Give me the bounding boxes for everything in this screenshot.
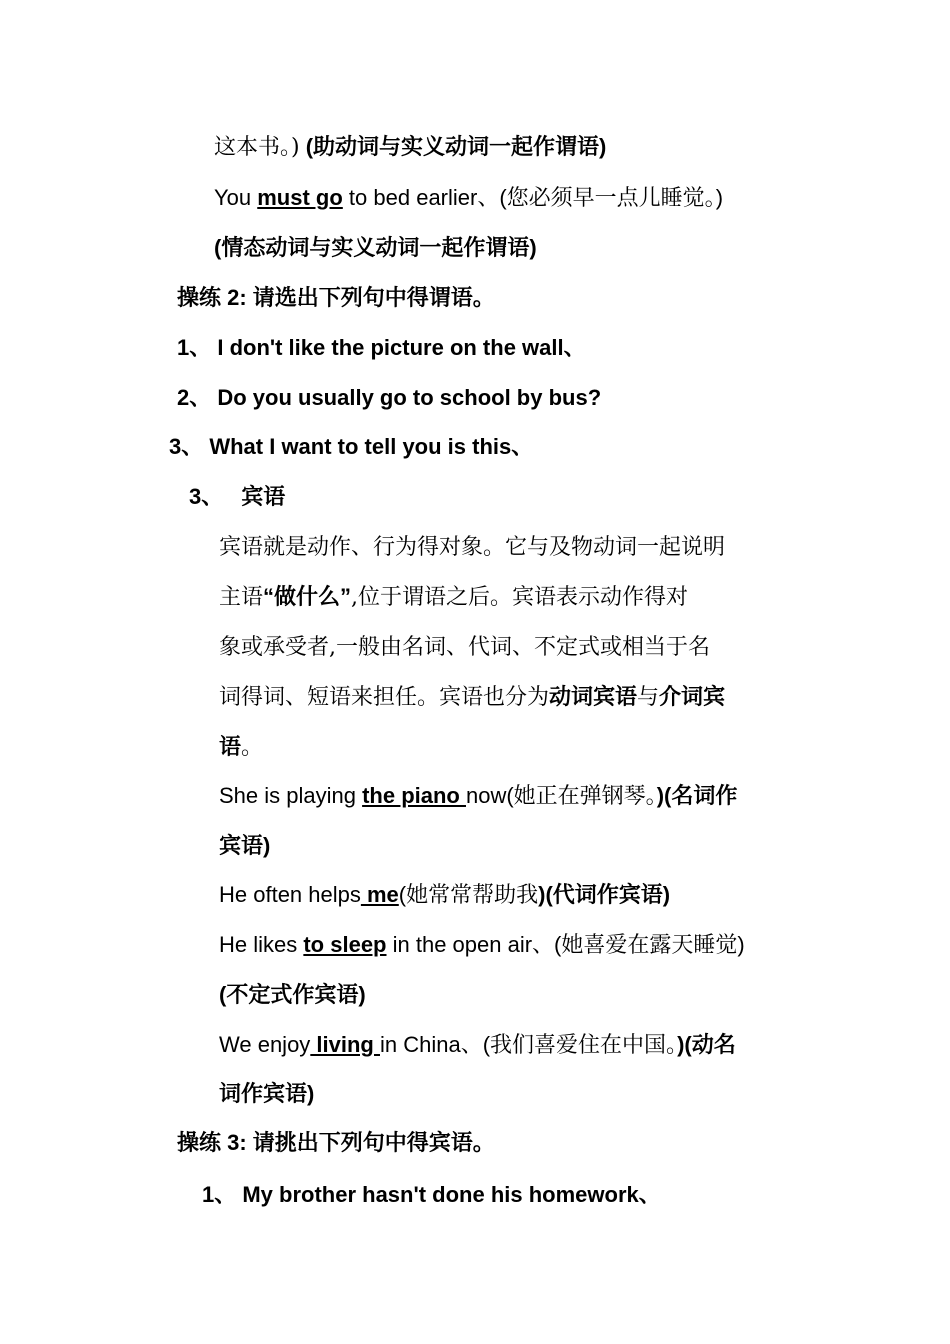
example-2 xyxy=(219,880,670,911)
text: (不定式作宾语) xyxy=(219,982,366,1007)
text: 她常常帮助我 xyxy=(406,883,539,908)
text-bold: )(代词作宾语) xyxy=(538,882,671,907)
definition-line-5 xyxy=(219,732,263,763)
text: He often helps xyxy=(219,882,361,907)
line-1 xyxy=(214,132,606,163)
definition-line-2 xyxy=(219,582,688,613)
line-2 xyxy=(214,183,723,214)
text: 主语 xyxy=(219,585,264,610)
example-4 xyxy=(219,1030,736,1061)
text: 操练 2: 请选出下列句中得谓语。 xyxy=(177,285,495,310)
text: ,位于谓语之后。宾语表示动作得对 xyxy=(351,585,689,610)
text-bold: )(名词作 xyxy=(656,783,738,808)
text-bold: )(动名 xyxy=(677,1032,736,1057)
text: to bed earlier、( xyxy=(342,185,507,210)
text: 我们喜爱住在中国。 xyxy=(490,1033,678,1058)
text: ) xyxy=(737,932,745,957)
example-3-cont xyxy=(219,980,366,1010)
section-title: 宾语 xyxy=(241,484,286,509)
text-underlined: living xyxy=(310,1032,380,1057)
text: 3、 What I want to tell you is this、 xyxy=(169,434,534,459)
text: 2、 Do you usually go to school by bus? xyxy=(177,385,602,410)
text: 操练 3: 请挑出下列句中得宾语。 xyxy=(177,1130,495,1155)
text-bold: 介词宾 xyxy=(659,684,726,709)
exercise-2-item-1 xyxy=(177,333,586,363)
definition-line-1 xyxy=(219,532,725,563)
text: now( xyxy=(465,783,514,808)
text-bold: 动词宾语 xyxy=(549,684,638,709)
text: 。 xyxy=(241,735,264,760)
text: 宾语) xyxy=(219,833,271,858)
exercise-2-item-2 xyxy=(177,383,601,413)
example-3 xyxy=(219,930,745,961)
text: 您必须早一点儿睡觉。 xyxy=(506,186,716,211)
exercise-2-heading xyxy=(177,283,495,313)
text-underlined: to sleep xyxy=(303,932,387,957)
text: We enjoy xyxy=(219,1032,311,1057)
text-bold: (助动词与实义动词一起作谓语) xyxy=(299,134,607,159)
text: 这本书。) xyxy=(214,135,300,160)
text: 她正在弹钢琴。 xyxy=(513,784,657,809)
text: 与 xyxy=(637,685,660,710)
text: 宾语就是动作、行为得对象。它与及物动词一起说明 xyxy=(219,535,726,560)
text: She is playing xyxy=(219,783,363,808)
definition-line-4 xyxy=(219,682,725,713)
text: (情态动词与实义动词一起作谓语) xyxy=(214,235,537,260)
exercise-3-item-1 xyxy=(202,1180,661,1210)
text-underlined: the piano xyxy=(362,783,466,808)
text: You xyxy=(214,185,258,210)
section-3-heading xyxy=(189,482,285,512)
example-1-cont xyxy=(219,831,270,861)
line-3 xyxy=(214,233,537,263)
text: He likes xyxy=(219,932,304,957)
example-4-cont xyxy=(219,1079,314,1109)
definition-line-3 xyxy=(219,632,710,663)
text: 象或承受者,一般由名词、代词、不定式或相当于名 xyxy=(219,635,710,660)
text: 1、 I don't like the picture on the wall、 xyxy=(177,335,586,360)
text-underlined: me xyxy=(360,882,399,907)
text: ( xyxy=(398,882,407,907)
text: 1、 My brother hasn't done his homework、 xyxy=(202,1182,661,1207)
text-bold: 语 xyxy=(219,734,242,759)
text: ) xyxy=(715,185,724,210)
text-underlined: must go xyxy=(257,185,343,210)
text: in the open air、( xyxy=(386,932,562,957)
text-bold: “做什么” xyxy=(263,584,352,609)
example-1 xyxy=(219,781,737,812)
exercise-2-item-3 xyxy=(169,432,533,462)
text: 她喜爱在露天睡觉 xyxy=(561,933,738,958)
section-number: 3、 xyxy=(189,484,224,509)
exercise-3-heading xyxy=(177,1128,495,1158)
text: 词得词、短语来担任。宾语也分为 xyxy=(219,685,550,710)
text: in China、( xyxy=(380,1032,491,1057)
text: 词作宾语) xyxy=(219,1081,315,1106)
